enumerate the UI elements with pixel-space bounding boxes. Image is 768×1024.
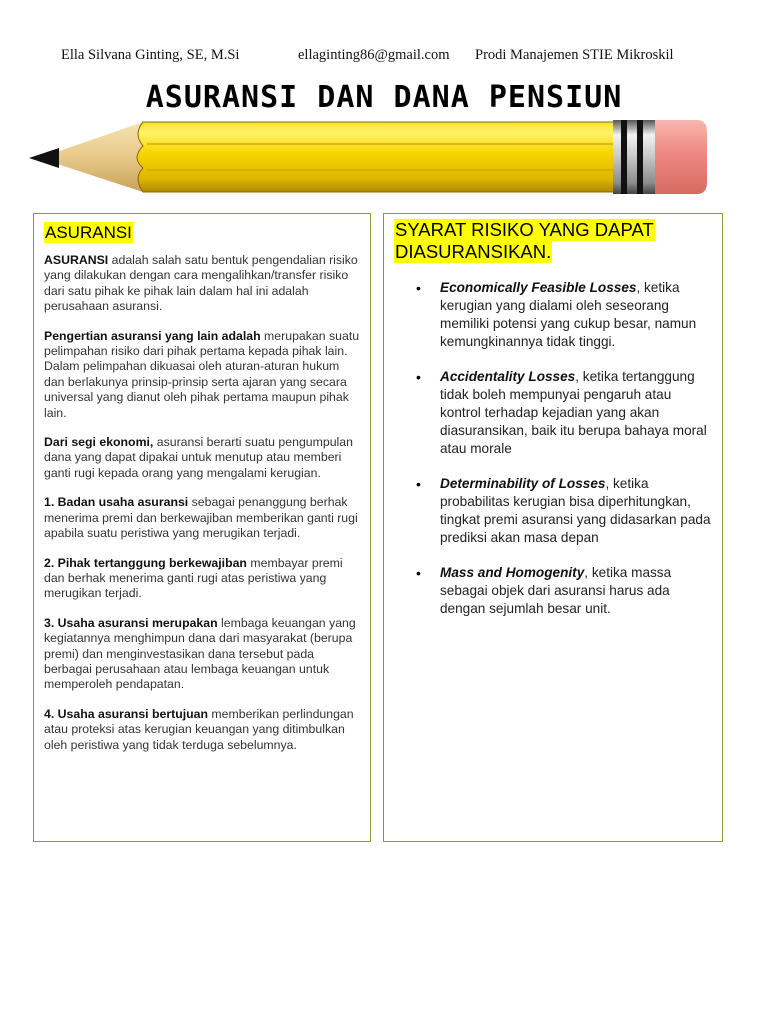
list-item: • Mass and Homogenity, ketika massa sebagai objek dari asuransi harus ada dengan sejumlah besar unit.: [416, 565, 672, 616]
pencil-ferrule: [613, 120, 655, 194]
pencil-lead-tip: [29, 148, 59, 168]
paragraph: 4. Usaha asuransi bertujuan memberikan perlindungan atau proteksi atas kerugian keuangan yang ditimbulkan oleh peristiwa yang tidak terduga sebelumnya.: [44, 706, 354, 752]
asuransi-heading: ASURANSI: [45, 223, 132, 242]
syarat-risiko-box: [383, 213, 723, 842]
syarat-list: [394, 279, 712, 618]
list-item: • Accidentality Losses, ketika tertanggung tidak boleh mempunyai pengaruh atau kontrol terhadap kejadian yang akan diasuransikan, baik itu berupa bahaya moral atau morale: [416, 369, 707, 456]
bullet-icon: •: [416, 369, 421, 385]
paragraph: ASURANSI adalah salah satu bentuk pengendalian risiko yang dilakukan dengan cara mengalihkan/transfer risiko dari satu pihak ke pihak lain dalam hal ini adalah perusahaan asuransi.: [44, 253, 358, 314]
pencil-eraser: [655, 120, 707, 194]
list-item: • Economically Feasible Losses, ketika kerugian yang dialami oleh seseorang memiliki potensi yang cukup besar, namun kemungkinannya tidak tinggi.: [416, 280, 697, 349]
paragraph: 1. Badan usaha asuransi sebagai penanggung berhak menerima premi dan berkewajiban memberikan ganti rugi apabila suatu peristiwa yang merugikan terjadi.: [44, 495, 358, 541]
pencil-body: [137, 122, 615, 192]
asuransi-body: [44, 253, 360, 753]
syarat-heading-line-2: DIASURANSIKAN.: [395, 241, 552, 262]
paragraph: 2. Pihak tertanggung berkewajiban membayar premi dan berhak menerima ganti rugi atas peristiwa yang merugikan terjadi.: [44, 555, 343, 601]
bullet-icon: •: [416, 280, 421, 296]
syarat-heading-line-1: SYARAT RISIKO YANG DAPAT: [395, 219, 654, 240]
pencil-illustration: [25, 118, 715, 200]
author-name: Ella Silvana Ginting, SE, M.Si: [61, 47, 240, 63]
bullet-icon: •: [416, 565, 421, 581]
bullet-icon: •: [416, 476, 421, 492]
page-title: ASURANSI DAN DANA PENSIUN: [145, 80, 623, 115]
author-email: ellaginting86@gmail.com: [298, 47, 450, 63]
program-name: Prodi Manajemen STIE Mikroskil: [475, 47, 674, 63]
document-header: [0, 44, 768, 68]
asuransi-box: [33, 213, 371, 842]
list-item: • Determinability of Losses, ketika probabilitas kerugian bisa diperhitungkan, tingkat premi asuransi yang didasarkan pada prediksi akan masa depan: [416, 476, 711, 545]
paragraph: Pengertian asuransi yang lain adalah merupakan suatu pelimpahan risiko dari pihak pertama kepada pihak lain. Dalam pelimpahan dikuasai oleh aturan-aturan hukum dan berlakunya prinsip-prinsip serta ajaran yang secara universal yang dianut oleh pihak pertama maupun pihak lain.: [44, 328, 360, 420]
paragraph: Dari segi ekonomi, asuransi berarti suatu pengumpulan dana yang dapat dipakai untuk menutup atau memberi ganti rugi kepada orang yang mengalami kerugian.: [44, 435, 353, 480]
paragraph: 3. Usaha asuransi merupakan lembaga keuangan yang kegiatannya menghimpun dana dari masyarakat (berupa premi) dan menginvestasikan dana tersebut pada berbagai perusahaan atau lembaga keuangan untuk memperoleh pendapatan.: [44, 615, 356, 692]
